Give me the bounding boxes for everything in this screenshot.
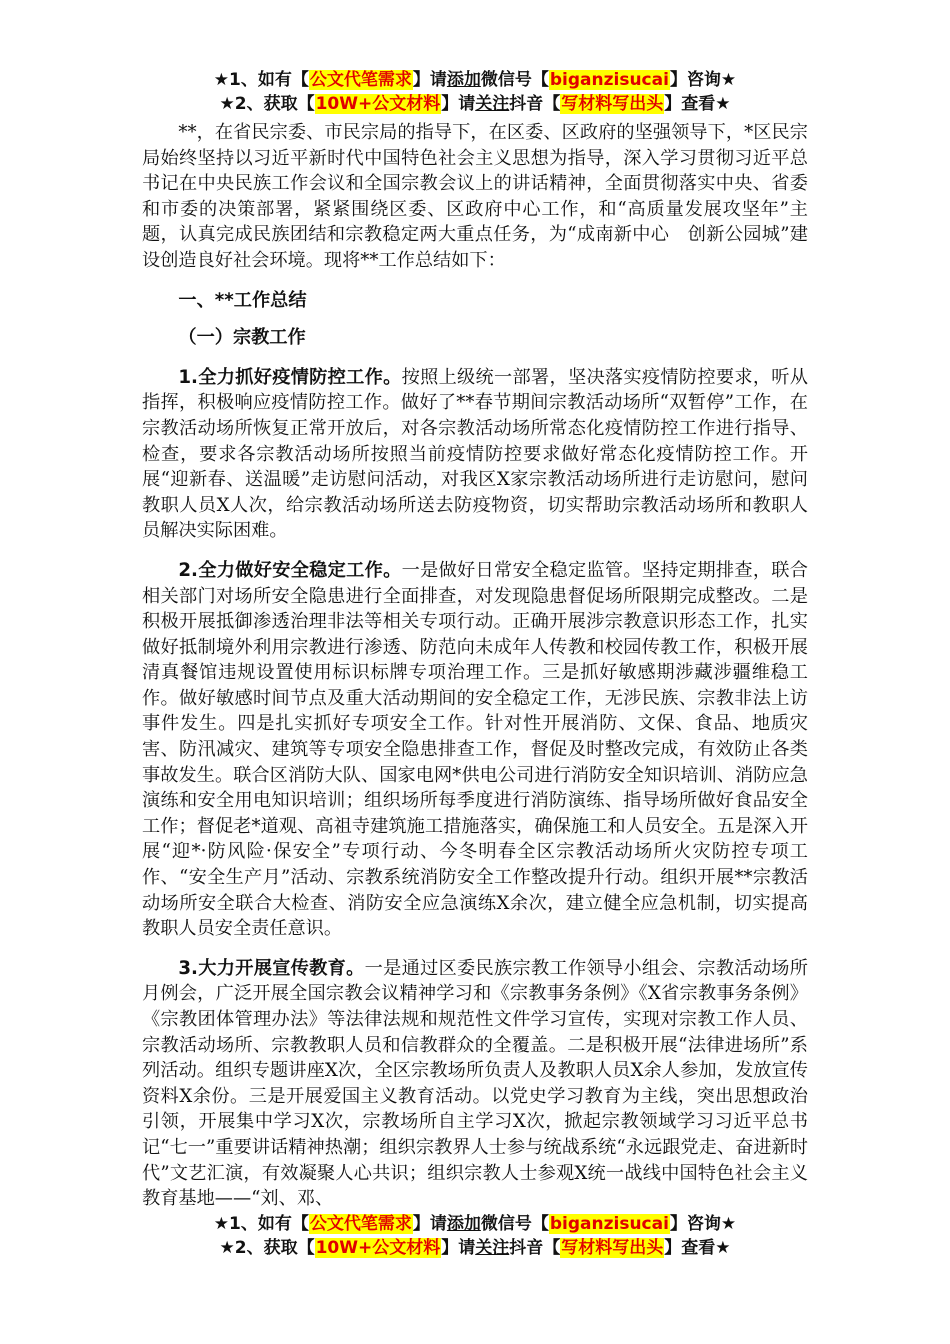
- section-heading-2: （一）宗教工作: [178, 327, 306, 349]
- ad-line-2-suffix: 】查看★: [664, 94, 731, 114]
- document-body: [142, 120, 808, 1212]
- ad-highlight-service: 公文代笔需求: [309, 70, 412, 90]
- ad-line-1: [0, 1212, 950, 1236]
- ad-highlight-wechat-id: biganzisucai: [549, 1214, 669, 1234]
- ad-line-2-mid: 】请: [441, 1238, 476, 1258]
- ad-line-2-prefix: ★2、获取【: [219, 1238, 315, 1258]
- ad-underline-add: 添加: [446, 1214, 481, 1234]
- ad-banner-top: [0, 68, 950, 116]
- ad-line-1-suffix: 】咨询★: [669, 1214, 737, 1234]
- ad-line-1-mid2: 微信号【: [480, 70, 549, 90]
- ad-highlight-wechat-id: biganzisucai: [549, 70, 669, 90]
- ad-line-2-prefix: ★2、获取【: [219, 94, 315, 114]
- ad-line-2-mid: 】请: [441, 94, 476, 114]
- ad-line-1-mid2: 微信号【: [480, 1214, 549, 1234]
- ad-underline-add: 添加: [446, 70, 481, 90]
- ad-line-1-mid: 】请: [412, 70, 447, 90]
- ad-line-2-mid2: 抖音【: [509, 1238, 561, 1258]
- paragraph-lead: 1.全力抓好疫情防控工作。: [178, 366, 402, 388]
- paragraph-text: 一是通过区委民族宗教工作领导小组会、宗教活动场所月例会，广泛开展全国宗教会议精神学习和《宗教事务条例》《X省宗教事务条例》《宗教团体管理办法》等法律法规和规范性文件学习宣传，实现对宗教工作人员、宗教活动场所、宗教教职人员和信教群众的全覆盖。二是积极开展“法律进场所”系列活动。组织专题讲座X次，全区宗教场所负责人及教职人员X余人参加，发放宣传资料X余份。三是开展爱国主义教育活动。以党史学习教育为主线，突出思想政治引领，开展集中学习X次，宗教场所自主学习X次，掀起宗教领域学习习近平总书记“七一”重要讲话精神热潮；组织宗教界人士参与统战系统“永远跟党走、奋进新时代”文艺汇演，有效凝聚人心共识；组织宗教人士参观X统一战线中国特色社会主义教育基地——“刘、邓、: [142, 957, 808, 1210]
- ad-highlight-douyin-id: 写材料写出头: [561, 94, 664, 114]
- ad-underline-follow: 关注: [475, 1238, 510, 1258]
- paragraph-publicity: [142, 956, 808, 1212]
- paragraph-lead: 2.全力做好安全稳定工作。: [178, 559, 402, 581]
- ad-line-2-mid2: 抖音【: [509, 94, 561, 114]
- ad-line-2: [0, 1236, 950, 1260]
- ad-line-1-mid: 】请: [412, 1214, 447, 1234]
- paragraph-epidemic: [142, 365, 808, 544]
- paragraph-text: 一是做好日常安全稳定监管。坚持定期排查，联合相关部门对场所安全隐患进行全面排查，对发现隐患督促场所限期完成整改。二是积极开展抵御渗透治理非法等相关专项行动。正确开展涉宗教意识形态工作，扎实做好抵制境外利用宗教进行渗透、防范向未成年人传教和校园传教工作，积极开展清真餐馆违规设置使用标识标牌专项治理工作。三是抓好敏感期涉藏涉疆维稳工作。做好敏感时间节点及重大活动期间的安全稳定工作，无涉民族、宗教非法上访事件发生。四是扎实抓好专项安全工作。针对性开展消防、文保、食品、地质灾害、防汛减灾、建筑等专项安全隐患排查工作，督促及时整改完成，有效防止各类事故发生。联合区消防大队、国家电网*供电公司进行消防安全知识培训、消防应急演练和安全用电知识培训；组织场所每季度进行消防演练、指导场所做好食品安全工作；督促老*道观、高祖寺建筑施工措施落实，确保施工和人员安全。五是深入开展“迎*·防风险·保安全”专项行动、今冬明春全区宗教活动场所火灾防控专项工作、“安全生产月”活动、宗教系统消防安全工作整改提升行动。组织开展**宗教活动场所安全联合大检查、消防安全应急演练X余次，建立健全应急机制，切实提高教职人员安全责任意识。: [142, 559, 808, 940]
- paragraph-safety: [142, 558, 808, 942]
- ad-line-2: [0, 92, 950, 116]
- ad-highlight-materials: 10W+公文材料: [315, 1238, 441, 1258]
- ad-line-1-prefix: ★1、如有【: [213, 70, 309, 90]
- intro-paragraph: **，在省民宗委、市民宗局的指导下，在区委、区政府的坚强领导下，*区民宗局始终坚持以习近平新时代中国特色社会主义思想为指导，深入学习贯彻习近平总书记在中央民族工作会议和全国宗教会议上的讲话精神，全面贯彻落实中央、省委和市委的决策部署，紧紧围绕区委、区政府中心工作，和“高质量发展攻坚年”主题，认真完成民族团结和宗教稳定两大重点任务，为“成南新中心 创新公园城”建设创造良好社会环境。现将**工作总结如下：: [142, 122, 808, 271]
- ad-line-2-suffix: 】查看★: [664, 1238, 731, 1258]
- ad-highlight-service: 公文代笔需求: [309, 1214, 412, 1234]
- ad-highlight-douyin-id: 写材料写出头: [561, 1238, 664, 1258]
- section-heading-1: 一、**工作总结: [178, 289, 307, 311]
- paragraph-lead: 3.大力开展宣传教育。: [178, 957, 365, 979]
- ad-line-1-suffix: 】咨询★: [669, 70, 737, 90]
- ad-line-1-prefix: ★1、如有【: [213, 1214, 309, 1234]
- ad-underline-follow: 关注: [475, 94, 510, 114]
- paragraph-text: 按照上级统一部署，坚决落实疫情防控要求，听从指挥，积极响应疫情防控工作。做好了**春节期间宗教活动场所“双暂停”工作，在宗教活动场所恢复正常开放后，对各宗教活动场所常态化疫情防控工作进行指导、检查，要求各宗教活动场所按照当前疫情防控要求做好常态化疫情防控工作。开展“迎新春、送温暖”走访慰问活动，对我区X家宗教活动场所进行走访慰问，慰问教职人员X人次，给宗教活动场所送去防疫物资，切实帮助宗教活动场所和教职人员解决实际困难。: [142, 366, 808, 542]
- ad-banner-bottom: [0, 1212, 950, 1260]
- ad-highlight-materials: 10W+公文材料: [315, 94, 441, 114]
- ad-line-1: [0, 68, 950, 92]
